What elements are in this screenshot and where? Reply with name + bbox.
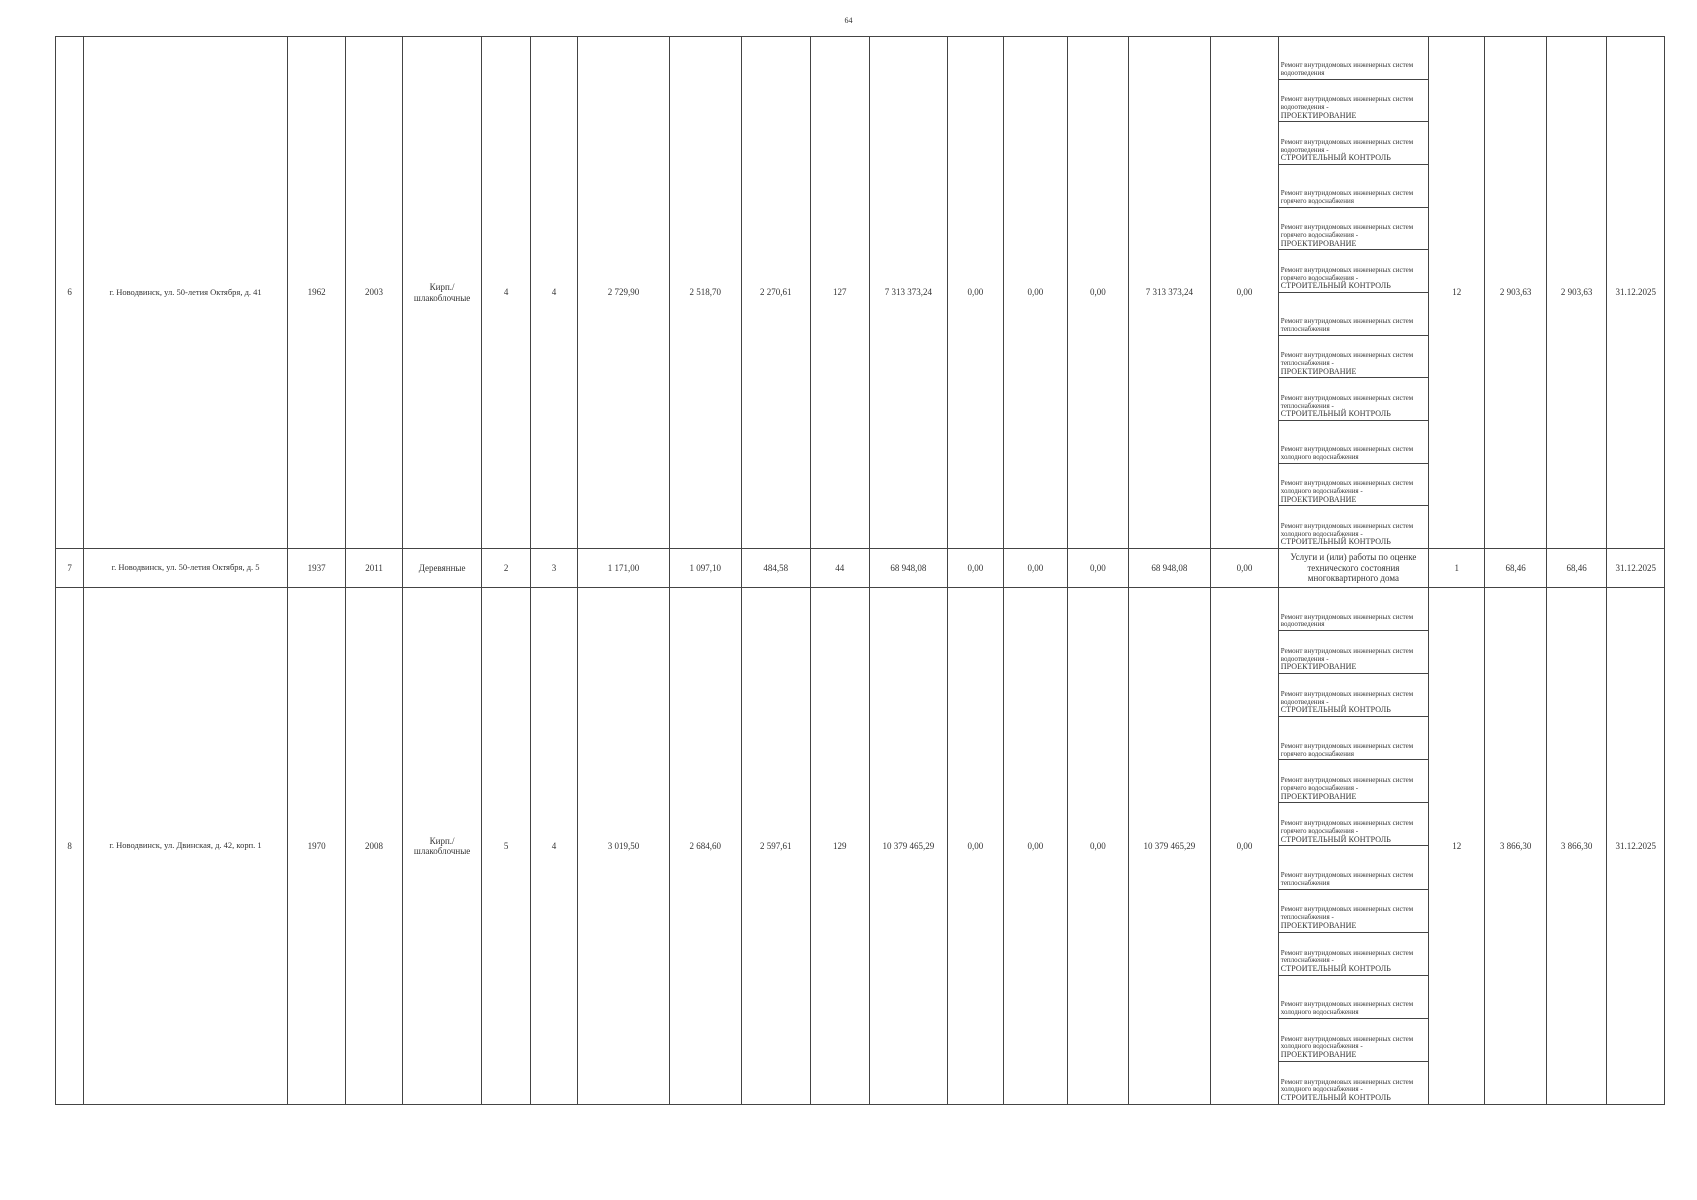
work-item [1279,208,1428,251]
fund-federal: 0,00 [948,549,1003,588]
work-item [1279,760,1428,803]
work-item-subtype: СТРОИТЕЛЬНЫЙ КОНТРОЛЬ [1280,963,1391,973]
fund-regional: 0,00 [1003,37,1068,549]
work-item [1279,976,1428,1019]
fund-other: 0,00 [1211,549,1279,588]
work-item [1279,464,1428,507]
work-item [1279,631,1428,674]
work-item-subtype: ПРОЕКТИРОВАНИЕ [1280,791,1357,801]
wall-material: Деревянные [402,549,482,588]
work-item-title: Ремонт внутридомовых инженерных систем холодного водоснабжения [1280,445,1414,462]
work-types-cell [1278,37,1428,549]
work-item-title: Ремонт внутридомовых инженерных систем горячего водоснабжения - [1280,776,1414,792]
table-row [56,588,1665,1105]
work-count: 12 [1428,588,1484,1105]
work-item [1279,506,1428,548]
work-item [1279,122,1428,165]
fund-owners: 68 948,08 [1128,549,1211,588]
work-item-title: Ремонт внутридомовых инженерных систем горячего водоснабжения [1280,741,1414,758]
unit-cost: 3 866,30 [1485,588,1546,1105]
work-item-title: Ремонт внутридомовых инженерных систем холодного водоснабжения - [1280,1077,1414,1094]
work-item-subtype: СТРОИТЕЛЬНЫЙ КОНТРОЛЬ [1280,281,1391,291]
work-item [1279,378,1428,421]
work-item-subtype: СТРОИТЕЛЬНЫЙ КОНТРОЛЬ [1280,153,1391,163]
work-item-title: Ремонт внутридомовых инженерных систем водоотведения [1280,61,1414,77]
fund-local: 0,00 [1068,549,1128,588]
work-count: 12 [1428,37,1484,549]
work-item-subtype: СТРОИТЕЛЬНЫЙ КОНТРОЛЬ [1280,409,1391,419]
work-item-subtype: ПРОЕКТИРОВАНИЕ [1280,366,1357,376]
area-total: 3 019,50 [578,588,670,1105]
max-cost: 68,46 [1546,549,1606,588]
cost-total: 7 313 373,24 [869,37,948,549]
work-item-subtype: ПРОЕКТИРОВАНИЕ [1280,1050,1357,1060]
work-item-title: Ремонт внутридомовых инженерных систем водоотведения - [1280,646,1414,663]
work-item-subtype: ПРОЕКТИРОВАНИЕ [1280,494,1357,504]
area-premises: 1 097,10 [669,549,741,588]
page-number: 64 [844,16,853,25]
work-item [1279,717,1428,760]
year-overhaul: 2003 [346,37,402,549]
fund-owners: 7 313 373,24 [1128,37,1211,549]
area-total: 1 171,00 [578,549,670,588]
work-item-title: Ремонт внутридомовых инженерных систем теплоснабжения - [1280,393,1414,410]
fund-local: 0,00 [1068,37,1128,549]
fund-owners: 10 379 465,29 [1128,588,1211,1105]
fund-federal: 0,00 [948,588,1003,1105]
year-built: 1962 [287,37,345,549]
deadline: 31.12.2025 [1607,549,1665,588]
fund-federal: 0,00 [948,37,1003,549]
work-item-title: Ремонт внутридомовых инженерных систем горячего водоснабжения - [1280,819,1414,835]
work-item [1279,933,1428,976]
work-item [1279,890,1428,933]
work-item-title: Ремонт внутридомовых инженерных систем горячего водоснабжения - [1280,223,1414,239]
max-cost: 2 903,63 [1546,37,1606,549]
year-built: 1970 [287,588,345,1105]
entrances: 4 [530,37,577,549]
work-type: Услуги и (или) работы по оценке технического состояния многоквартирного дома [1278,549,1428,588]
table-row [56,549,1665,588]
area-residential: 484,58 [741,549,811,588]
work-item-title: Ремонт внутридомовых инженерных систем холодного водоснабжения [1280,1000,1414,1017]
work-item [1279,336,1428,379]
floors: 4 [482,37,530,549]
work-item-title: Ремонт внутридомовых инженерных систем водоотведения - [1280,137,1414,154]
work-item-subtype: СТРОИТЕЛЬНЫЙ КОНТРОЛЬ [1280,1093,1391,1103]
fund-regional: 0,00 [1003,549,1068,588]
area-premises: 2 518,70 [669,37,741,549]
entrances: 3 [530,549,577,588]
work-item-title: Ремонт внутридомовых инженерных систем теплоснабжения - [1280,905,1414,922]
floors: 5 [482,588,530,1105]
wall-material: Кирп./ шлакоблочные [402,588,482,1105]
work-item-title: Ремонт внутридомовых инженерных систем холодного водоснабжения - [1280,479,1414,495]
house-address: г. Новодвинск, ул. Двинская, д. 42, корп. 1 [84,588,288,1105]
year-built: 1937 [287,549,345,588]
work-item-subtype: ПРОЕКТИРОВАНИЕ [1280,238,1357,248]
work-item-title: Ремонт внутридомовых инженерных систем холодного водоснабжения - [1280,521,1414,538]
house-address: г. Новодвинск, ул. 50-летия Октября, д. 41 [84,37,288,549]
deadline: 31.12.2025 [1607,37,1665,549]
work-item [1279,1019,1428,1062]
entrances: 4 [530,588,577,1105]
cost-total: 68 948,08 [869,549,948,588]
work-item [1279,250,1428,293]
work-item [1279,1062,1428,1104]
area-total: 2 729,90 [578,37,670,549]
area-premises: 2 684,60 [669,588,741,1105]
work-item [1279,674,1428,717]
house-address: г. Новодвинск, ул. 50-летия Октября, д. 5 [84,549,288,588]
work-item [1279,80,1428,123]
work-item-subtype: ПРОЕКТИРОВАНИЕ [1280,920,1357,930]
fund-local: 0,00 [1068,588,1128,1105]
work-item-subtype: СТРОИТЕЛЬНЫЙ КОНТРОЛЬ [1280,705,1391,715]
deadline: 31.12.2025 [1607,588,1665,1105]
work-count: 1 [1428,549,1484,588]
work-item-title: Ремонт внутридомовых инженерных систем теплоснабжения [1280,871,1414,887]
work-item-title: Ремонт внутридомовых инженерных систем теплоснабжения [1280,317,1414,334]
work-item [1279,165,1428,208]
work-item-title: Ремонт внутридомовых инженерных систем горячего водоснабжения - [1280,265,1414,282]
work-item-title: Ремонт внутридомовых инженерных систем водоотведения - [1280,690,1414,706]
work-item [1279,37,1428,80]
work-item [1279,846,1428,889]
table-row [56,37,1665,549]
year-overhaul: 2008 [346,588,402,1105]
floors: 2 [482,549,530,588]
work-item-subtype: ПРОЕКТИРОВАНИЕ [1280,110,1357,120]
unit-cost: 68,46 [1485,549,1546,588]
area-residential: 2 597,61 [741,588,811,1105]
residents: 44 [811,549,869,588]
residents: 127 [811,37,869,549]
unit-cost: 2 903,63 [1485,37,1546,549]
residents: 129 [811,588,869,1105]
work-item-title: Ремонт внутридомовых инженерных систем горячего водоснабжения [1280,189,1414,205]
work-item-subtype: СТРОИТЕЛЬНЫЙ КОНТРОЛЬ [1280,834,1391,844]
fund-regional: 0,00 [1003,588,1068,1105]
work-item-subtype: СТРОИТЕЛЬНЫЙ КОНТРОЛЬ [1280,537,1391,547]
work-list [1279,588,1428,1104]
work-item-title: Ремонт внутридомовых инженерных систем водоотведения [1280,612,1414,629]
row-number: 8 [56,588,84,1105]
work-item [1279,421,1428,464]
work-item-title: Ремонт внутридомовых инженерных систем теплоснабжения - [1280,351,1414,367]
work-item-subtype: ПРОЕКТИРОВАНИЕ [1280,662,1357,672]
overhaul-register-table [55,36,1665,1105]
work-list [1279,37,1428,548]
row-number: 6 [56,37,84,549]
row-number: 7 [56,549,84,588]
work-item-title: Ремонт внутридомовых инженерных систем теплоснабжения - [1280,948,1414,965]
work-item [1279,803,1428,846]
year-overhaul: 2011 [346,549,402,588]
wall-material: Кирп./ шлакоблочные [402,37,482,549]
work-item [1279,293,1428,336]
work-item-title: Ремонт внутридомовых инженерных систем водоотведения - [1280,95,1414,111]
max-cost: 3 866,30 [1546,588,1606,1105]
fund-other: 0,00 [1211,588,1279,1105]
work-item-title: Ремонт внутридомовых инженерных систем холодного водоснабжения - [1280,1034,1414,1051]
cost-total: 10 379 465,29 [869,588,948,1105]
work-item [1279,588,1428,631]
work-types-cell [1278,588,1428,1105]
fund-other: 0,00 [1211,37,1279,549]
area-residential: 2 270,61 [741,37,811,549]
